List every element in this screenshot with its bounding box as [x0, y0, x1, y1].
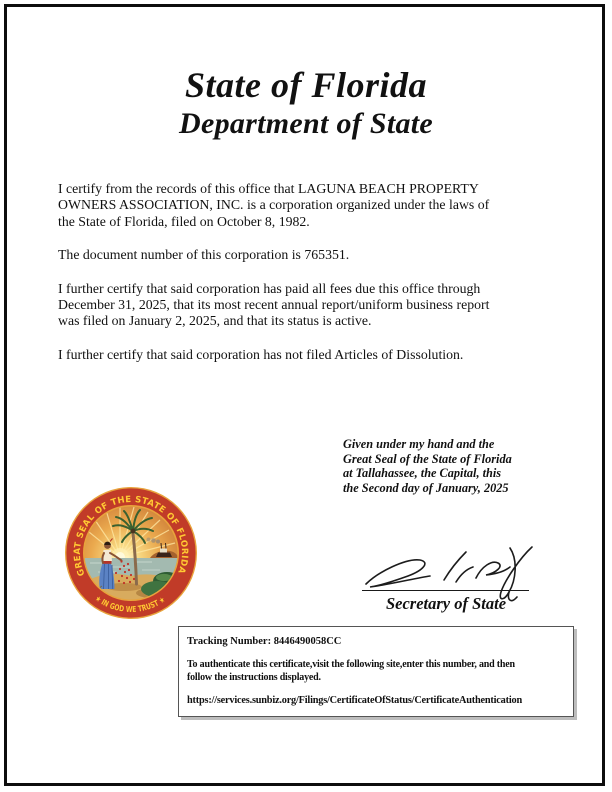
tracking-instructions: [187, 658, 565, 684]
body-paragraph: [58, 247, 558, 263]
body-paragraph: [58, 181, 558, 230]
body-line: OWNERS ASSOCIATION, INC. is a corporation organized under the laws of: [58, 197, 490, 213]
tracking-instructions-line: To authenticate this certificate,visit the following site,enter this number, and then: [187, 659, 515, 670]
tracking-number: Tracking Number: 8446490058CC: [187, 636, 342, 647]
page-subtitle: Department of State: [178, 107, 434, 140]
body-line: I further certify that said corporation has paid all fees due this office through: [58, 280, 481, 296]
page-title: State of Florida: [184, 65, 428, 105]
body-line: December 31, 2025, that its most recent annual report/uniform business report: [58, 297, 490, 313]
body-line: I certify from the records of this office that LAGUNA BEACH PROPERTY: [58, 181, 479, 196]
body-line: was filed on January 2, 2025, and that its status is active.: [58, 313, 372, 329]
body-paragraph: [58, 281, 558, 330]
seal-ring-text-bottom: ★ IN GOD WE TRUST ★: [93, 593, 169, 615]
certificate-body: [58, 181, 558, 380]
florida-seal-graphic: [64, 486, 198, 620]
body-line: the State of Florida, filed on October 8, 1982.: [58, 213, 310, 229]
body-line: The document number of this corporation is 765351.: [58, 247, 350, 263]
signature-title: Secretary of State: [385, 594, 507, 613]
signature-line: [362, 590, 529, 591]
body-paragraph: [58, 347, 558, 363]
seal-ring-text-top: GREAT SEAL OF THE STATE OF FLORIDA: [72, 494, 190, 578]
tracking-box: [178, 626, 574, 717]
attestation-line: at Tallahassee, the Capital, this: [343, 466, 502, 481]
tracking-instructions-line: follow the instructions displayed.: [187, 672, 321, 683]
attestation-text: [343, 437, 573, 495]
attestation-line: the Second day of January, 2025: [343, 480, 509, 495]
body-line: I further certify that said corporation has not filed Articles of Dissolution.: [58, 346, 464, 362]
great-seal-of-florida: [64, 486, 198, 620]
attestation-line: Given under my hand and the: [343, 437, 495, 451]
attestation-line: Great Seal of the State of Florida: [343, 451, 512, 466]
tracking-url: https://services.sunbiz.org/Filings/CertificateOfStatus/CertificateAuthentication: [187, 695, 522, 706]
